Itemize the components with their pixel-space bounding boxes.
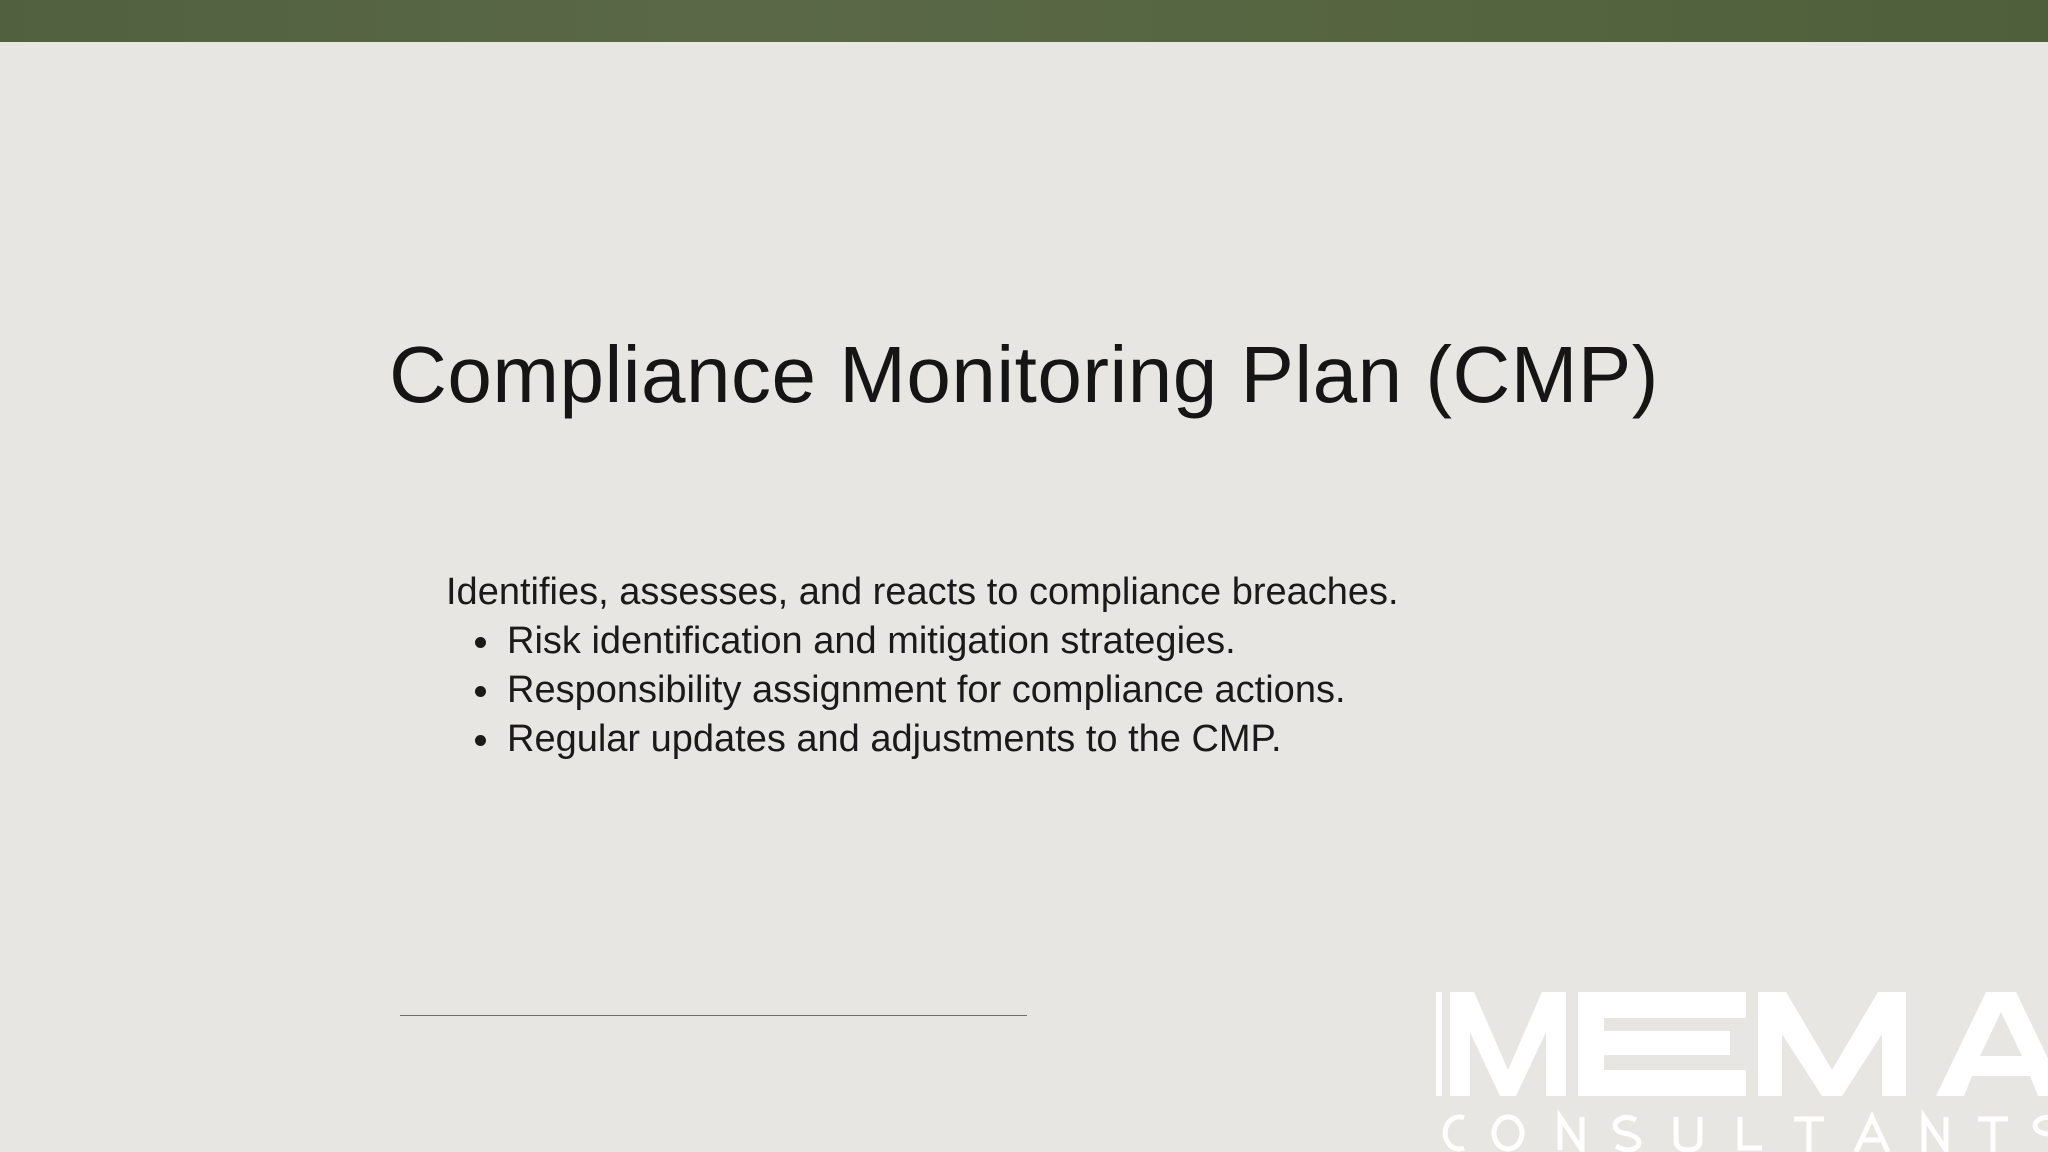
divider-line: [400, 1015, 1027, 1016]
intro-text: Identifies, assesses, and reacts to compliance breaches.: [446, 571, 1399, 613]
bullet-text: Responsibility assignment for compliance actions.: [507, 669, 1346, 711]
bullet-item: [446, 666, 1546, 715]
mema-logo-icon: [1436, 990, 2048, 1152]
bullet-list: [446, 617, 1546, 764]
bullet-text: Regular updates and adjustments to the CMP.: [507, 718, 1282, 760]
bullet-text: Risk identification and mitigation strategies.: [507, 620, 1236, 662]
slide-title: Compliance Monitoring Plan (CMP): [389, 330, 1659, 419]
slide-body: [446, 568, 1546, 764]
top-accent-bar: [0, 0, 2048, 42]
bullet-dot-icon: [475, 686, 486, 697]
bullet-dot-icon: [475, 637, 486, 648]
bullet-dot-icon: [475, 735, 486, 746]
bullet-item: [446, 715, 1546, 764]
company-logo: [1436, 990, 2048, 1152]
bullet-item: [446, 617, 1546, 666]
